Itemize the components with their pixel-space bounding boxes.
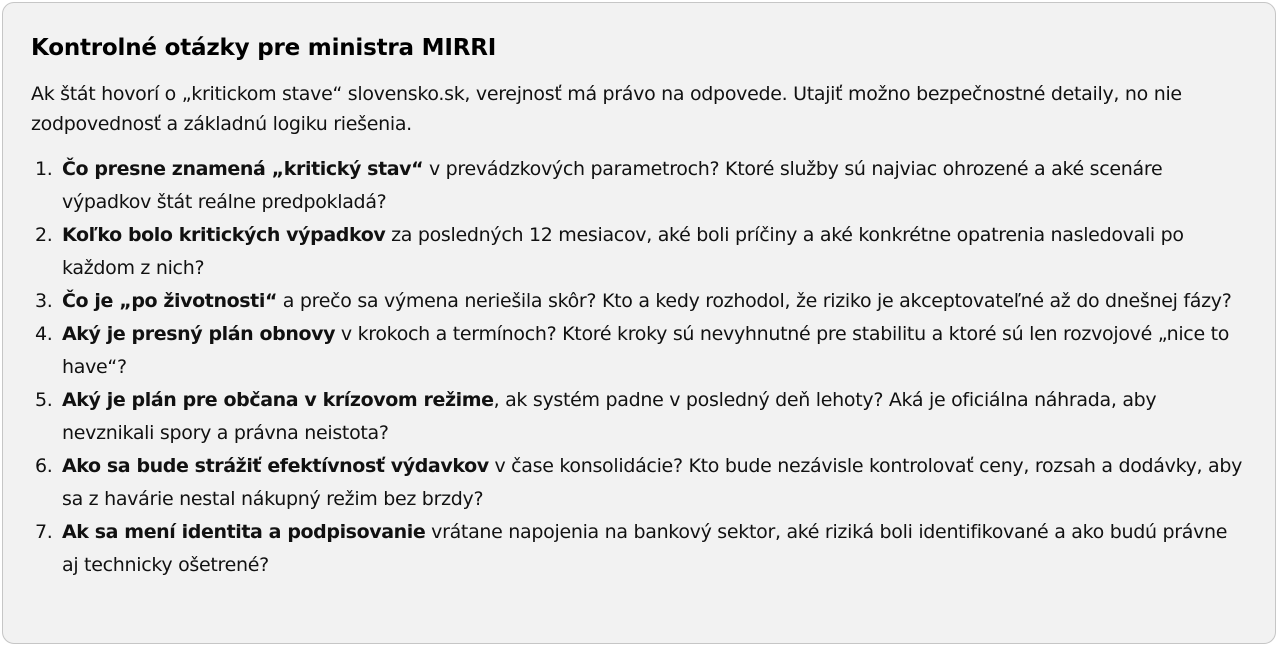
question-item-3 <box>31 285 1249 318</box>
question-heading: Aký je plán pre občana v krízovom režime <box>62 389 494 411</box>
question-text: , ak systém padne v posledný deň lehoty? Aká je oficiálna náhrada, aby nevznikali spory a právna neistota? <box>62 389 1157 444</box>
question-number: 2. <box>35 224 53 246</box>
questions-list <box>31 153 1249 582</box>
question-text: v krokoch a termínoch? Ktoré kroky sú nevyhnutné pre stabilitu a ktoré sú len rozvojové „nice to have“? <box>62 323 1230 378</box>
question-number: 6. <box>35 455 53 477</box>
intro-paragraph: Ak štát hovorí o „kritickom stave“ slovensko.sk, verejnosť má právo na odpovede. Utajiť možno bezpečnostné detaily, no nie zodpovednosť a základnú logiku riešenia. <box>31 83 1182 135</box>
question-heading: Čo presne znamená „kritický stav“ <box>62 158 424 180</box>
question-number: 3. <box>35 290 53 312</box>
question-number: 1. <box>35 158 53 180</box>
question-heading: Koľko bolo kritických výpadkov <box>62 224 386 246</box>
question-heading: Ako sa bude strážiť efektívnosť výdavkov <box>62 455 489 477</box>
question-number: 5. <box>35 389 53 411</box>
question-item-6 <box>31 450 1249 516</box>
question-text: v prevádzkových parametroch? Ktoré služby sú najviac ohrozené a aké scenáre výpadkov štát reálne predpokladá? <box>62 158 1163 213</box>
questions-card <box>2 2 1276 644</box>
question-heading: Ak sa mení identita a podpisovanie <box>62 521 426 543</box>
question-item-5 <box>31 384 1249 450</box>
question-text: za posledných 12 mesiacov, aké boli príčiny a aké konkrétne opatrenia nasledovali po každom z nich? <box>62 224 1184 279</box>
question-item-2 <box>31 219 1249 285</box>
question-text: vrátane napojenia na bankový sektor, aké riziká boli identifikované a ako budú právne aj technicky ošetrené? <box>62 521 1228 576</box>
question-number: 4. <box>35 323 53 345</box>
question-text: a prečo sa výmena neriešila skôr? Kto a kedy rozhodol, že riziko je akceptovateľné až do dnešnej fázy? <box>277 290 1232 312</box>
question-heading: Čo je „po životnosti“ <box>62 290 278 312</box>
question-number: 7. <box>35 521 53 543</box>
question-item-1 <box>31 153 1249 219</box>
question-text: v čase konsolidácie? Kto bude nezávisle kontrolovať ceny, rozsah a dodávky, aby sa z havárie nestal nákupný režim bez brzdy? <box>62 455 1243 510</box>
question-item-4 <box>31 318 1249 384</box>
question-heading: Aký je presný plán obnovy <box>62 323 336 345</box>
page-title: Kontrolné otázky pre ministra MIRRI <box>31 35 497 61</box>
question-item-7 <box>31 516 1249 582</box>
